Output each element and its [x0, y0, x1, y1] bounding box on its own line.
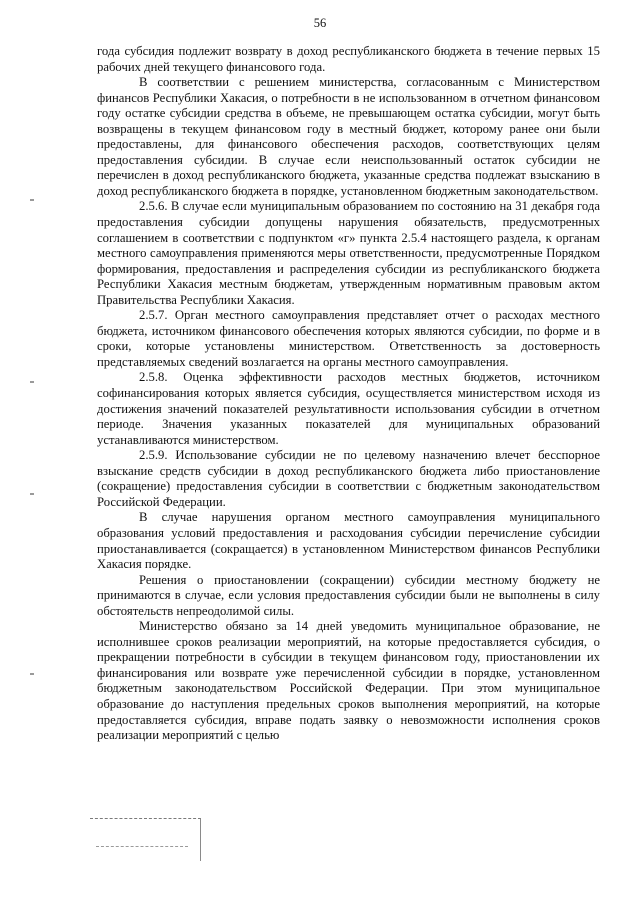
paragraph-8: Решения о приостановлении (сокращении) субсидии местному бюджету не принимаются в случае, если условия предоставления субсидии были не выполнены в силу обстоятельств непреодолимой силы. [97, 572, 600, 618]
page-number: 56 [313, 16, 327, 30]
redaction-line [96, 846, 188, 847]
scan-mark [30, 199, 34, 201]
paragraph-6: 2.5.9. Использование субсидии не по целевому назначению влечет бесспорное взыскание средств субсидии в доход республиканского бюджета либо приостановление (сокращение) предоставления субсидии в соответствии с бюджетным законодательством Российской Федерации. [97, 448, 600, 509]
paragraph-3: 2.5.6. В случае если муниципальным образованием по состоянию на 31 декабря года предоставления субсидии допущены нарушения обязательств, предусмотренных соглашением в соответствии с подпунктом «г» пункта 2.5.4 настоящего раздела, к органам местного самоуправления применяются меры ответственности, предусмотренные Порядком формирования, предоставления и распределения субсидии из республиканского бюджета Республики Хакасия местным бюджетам, утвержденным нормативным правовым актом Правительства Республики Хакасия. [97, 199, 600, 307]
paragraph-5: 2.5.8. Оценка эффективности расходов местных бюджетов, источником софинансирования которых является субсидия, осуществляется министерством исходя из достижения значений показателей результативности использования субсидии в отчетном периоде. Значения указанных показателей для муниципальных образований устанавливаются министерством. [97, 370, 600, 447]
paragraph-7: В случае нарушения органом местного самоуправления муниципального образования условий предоставления и расходования субсидии перечисление субсидии приостанавливается (сокращается) в установленном Министерством финансов Республики Хакасия порядке. [97, 510, 600, 572]
scan-mark [30, 381, 34, 383]
scan-mark [30, 673, 34, 675]
redaction-mark [90, 818, 201, 861]
scan-mark [30, 493, 34, 495]
paragraph-2: В соответствии с решением министерства, согласованным с Министерством финансов Республики Хакасия, о потребности в не использованном в отчетном финансовом году остатке субсидии средства в объеме, не превышающем остатка субсидии, могут быть возвращены в текущем финансовом году в местный бюджет, которому ранее они были предоставлены, для финансового обеспечения расходов, соответствующих целям предоставления субсидии. В случае если неиспользованный остаток субсидии не перечислен в доход республиканского бюджета, указанные средства подлежат взысканию в доход республиканского бюджета в порядке, установленном бюджетным законодательством. [97, 75, 600, 198]
paragraph-4: 2.5.7. Орган местного самоуправления представляет отчет о расходах местного бюджета, источником финансового обеспечения которых являются субсидии, по форме и в сроки, которые установлены министерством. Ответственность за достоверность представляемых сведений возлагается на органы местного самоуправления. [97, 308, 600, 369]
paragraph-1: года субсидия подлежит возврату в доход республиканского бюджета в течение первых 15 рабочих дней текущего финансового года. [97, 44, 600, 74]
paragraph-9: Министерство обязано за 14 дней уведомить муниципальное образование, не исполнившее сроков реализации мероприятий, на которые предоставляется субсидия, о прекращении потребности в субсидии в текущем финансовом году, приостановлении их финансирования или возврате уже перечисленной субсидии в порядке, установленном бюджетным законодательством Российской Федерации. При этом муниципальное образование до наступления предельных сроков выполнения мероприятий, на которые предоставляется субсидия, вправе подать заявку о невозможности исполнения сроков реализации мероприятий с целью [97, 619, 600, 743]
document-body [97, 44, 600, 744]
